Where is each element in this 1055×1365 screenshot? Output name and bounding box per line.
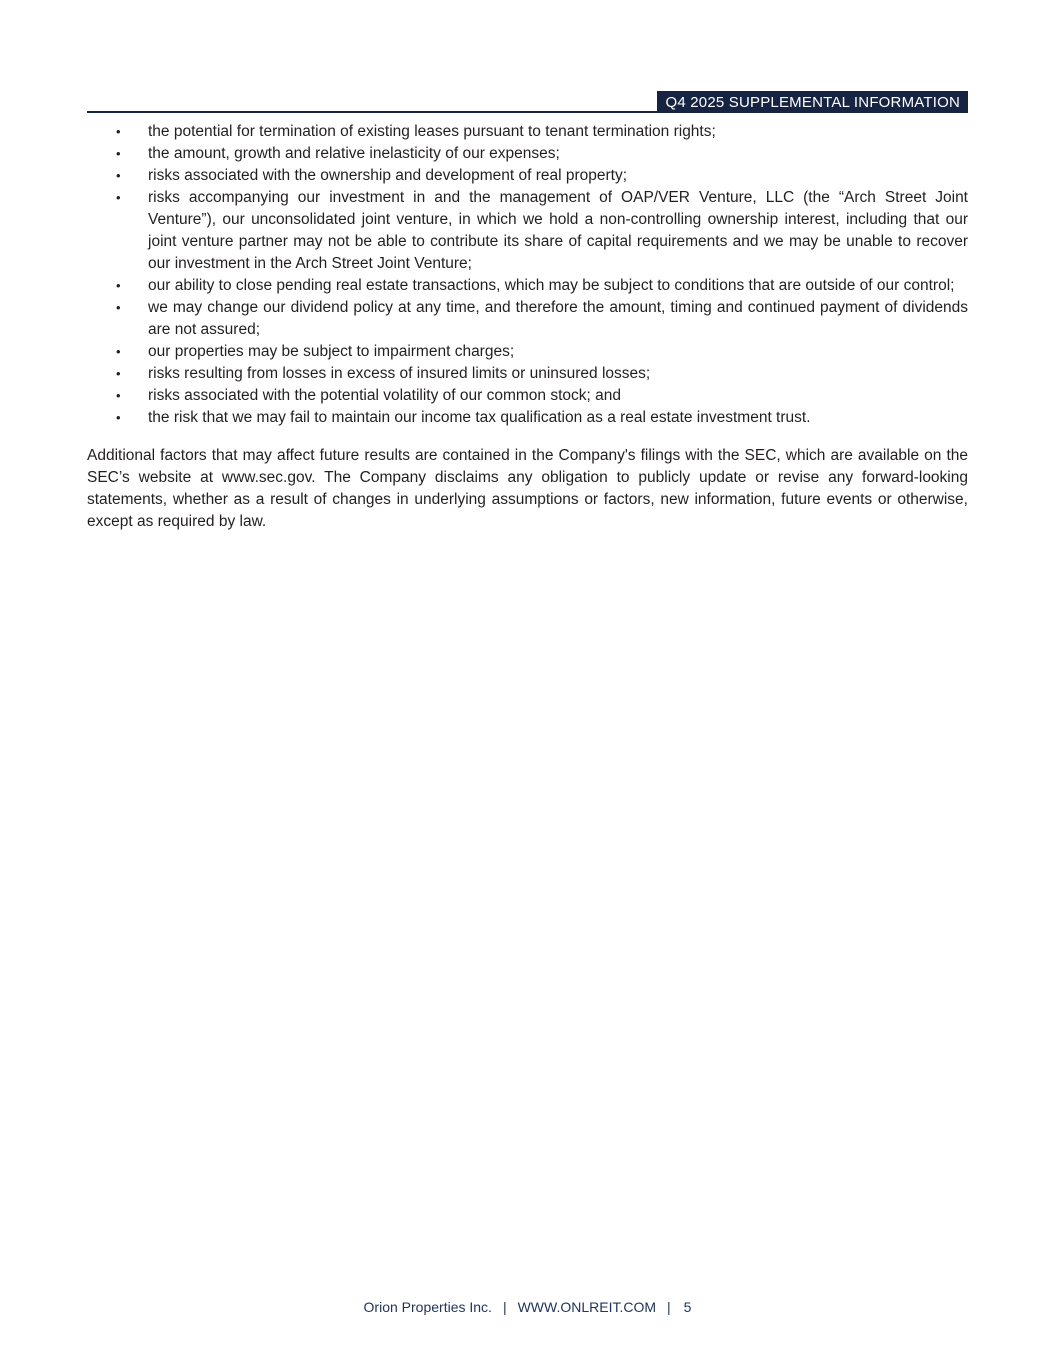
closing-paragraph: Additional factors that may affect future results are contained in the Company's filings with the SEC, which are available on the SEC’s website at www.sec.gov. The Company disclaims any obligation to publicly update or revise any forward-looking statements, whether as a result of changes in underlying assumptions or factors, new information, future events or otherwise, except as required by law. [87, 447, 968, 530]
bullet-icon: • [116, 190, 121, 205]
list-item [87, 385, 968, 407]
list-item-text: we may change our dividend policy at any time, and therefore the amount, timing and continued payment of dividends are not assured; [148, 299, 968, 338]
bullet-icon: • [116, 344, 121, 359]
footer-company: Orion Properties Inc. [363, 1299, 492, 1315]
page-footer [0, 1298, 1055, 1316]
list-item-text: the amount, growth and relative inelasticity of our expenses; [148, 145, 560, 162]
bullet-icon: • [116, 300, 121, 315]
bullet-icon: • [116, 124, 121, 139]
list-item [87, 363, 968, 385]
list-item [87, 275, 968, 297]
footer-website: WWW.ONLREIT.COM [517, 1299, 657, 1315]
list-item [87, 407, 968, 429]
page-content [87, 121, 968, 549]
list-item-text: risks resulting from losses in excess of insured limits or uninsured losses; [148, 365, 651, 382]
list-item [87, 121, 968, 143]
footer-page-number: 5 [683, 1299, 692, 1315]
list-item [87, 187, 968, 275]
list-item-text: risks accompanying our investment in and the management of OAP/VER Venture, LLC (the “Arch Street Joint Venture”), our unconsolidated joint venture, in which we hold a non-controlling ownership interest, including that our joint venture partner may not be able to contribute its share of capital requirements and we may be unable to recover our investment in the Arch Street Joint Venture; [148, 189, 968, 272]
list-item-text: the potential for termination of existing leases pursuant to tenant termination rights; [148, 123, 716, 140]
bullet-icon: • [116, 146, 121, 161]
list-item [87, 297, 968, 341]
bullet-icon: • [116, 168, 121, 183]
list-item-text: risks associated with the potential volatility of our common stock; and [148, 387, 621, 404]
bullet-icon: • [116, 278, 121, 293]
list-item [87, 341, 968, 363]
header-badge: Q4 2025 SUPPLEMENTAL INFORMATION [657, 91, 968, 113]
footer-separator: | [502, 1299, 507, 1315]
bullet-icon: • [116, 388, 121, 403]
list-item [87, 143, 968, 165]
list-item-text: our ability to close pending real estate transactions, which may be subject to conditions that are outside of our control; [148, 277, 955, 294]
risk-factors-list [87, 121, 968, 429]
list-item-text: risks associated with the ownership and development of real property; [148, 167, 628, 184]
bullet-icon: • [116, 366, 121, 381]
list-item [87, 165, 968, 187]
list-item-text: our properties may be subject to impairment charges; [148, 343, 515, 360]
list-item-text: the risk that we may fail to maintain our income tax qualification as a real estate investment trust. [148, 409, 811, 426]
bullet-icon: • [116, 410, 121, 425]
footer-separator: | [667, 1299, 671, 1315]
